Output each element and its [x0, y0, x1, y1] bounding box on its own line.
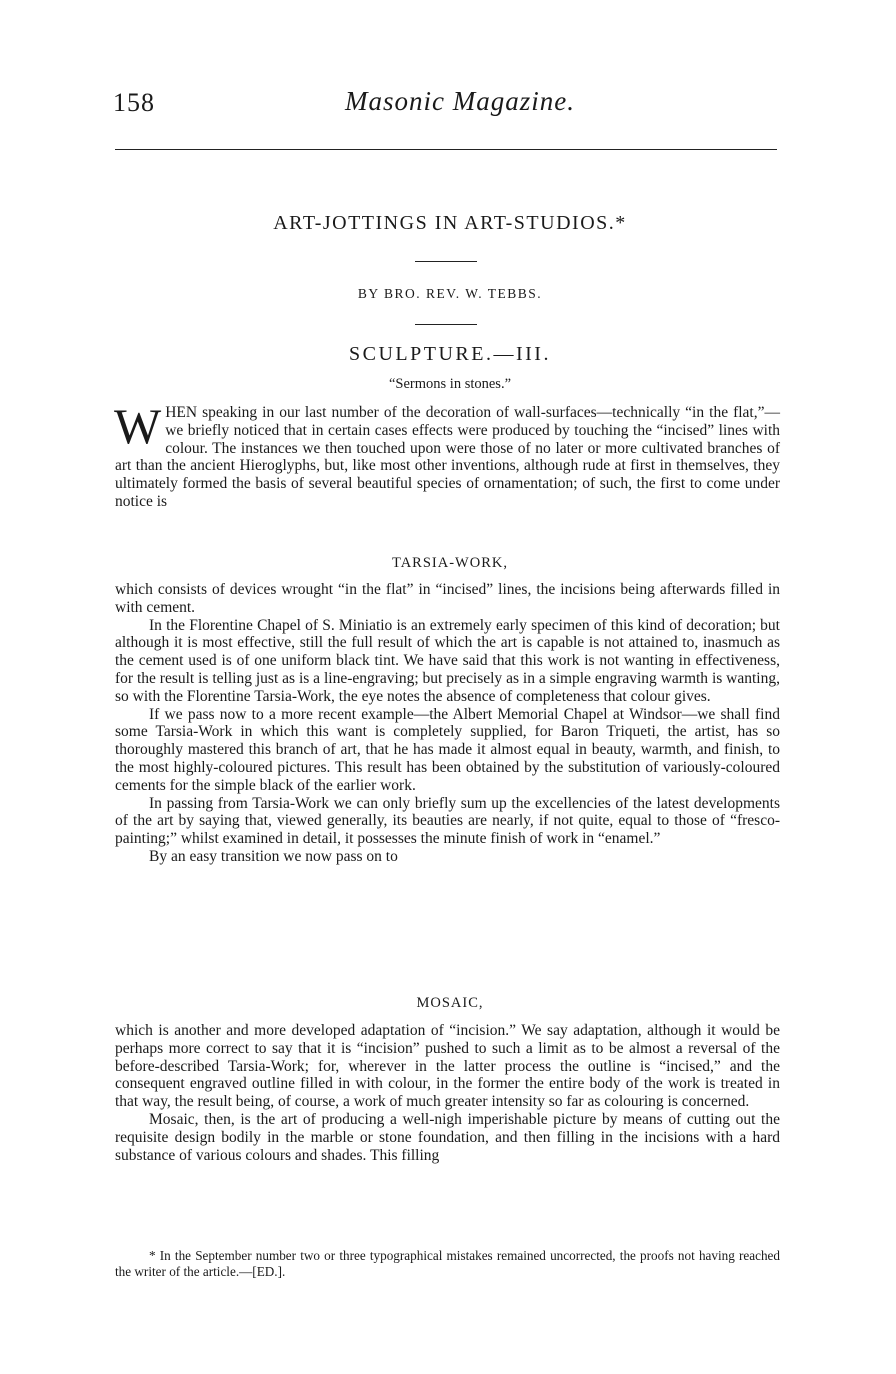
footnote: [115, 1248, 780, 1279]
title-divider: [415, 261, 477, 262]
drop-cap: W: [114, 398, 162, 454]
section-heading: SCULPTURE.—III.: [349, 343, 551, 365]
paragraph-8: Mosaic, then, is the art of producing a well-nigh imperishable picture by means of cutting out the requisite design bodily in the marble or stone foundation, and then filling in the incisions with a hard substance of various colours and shades. This filling: [115, 1110, 780, 1164]
page-number: 158: [113, 88, 155, 117]
text-block-1: [114, 398, 780, 511]
paragraph-1: [114, 398, 780, 511]
article-title: ART-JOTTINGS IN ART-STUDIOS.*: [273, 212, 627, 234]
subheading-tarsia-work: TARSIA-WORK,: [392, 555, 508, 571]
epigraph: “Sermons in stones.”: [388, 376, 512, 392]
paragraph-2: which consists of devices wrought “in the flat” in “incised” lines, the incisions being afterwards filled in with cement.: [115, 581, 780, 616]
paragraph-3: In the Florentine Chapel of S. Miniatio is an extremely early specimen of this kind of decoration; but although it is most effective, still the full result of which the art is capable is not attained to, inasmuch as the cement used is of one uniform black tint. We have said that this work is not wanting in effectiveness, for the result is telling just as is a line-engraving; but precisely as in a simple engraving warmth is wanting, so with the Florentine Tarsia-Work, the eye notes the absence of completeness that colour gives.: [115, 616, 780, 705]
paragraph-7: which is another and more developed adaptation of “incision.” We say adaptation, although it would be perhaps more correct to say that it is “incision” pushed to such a limit as to be almost a reversal of the before-described Tarsia-Work; for, wherever in the latter process the outline is “incised,” and the consequent engraved outline filled in with colour, in the former the entire body of the work is treated in that way, the result being, of course, a work of much greater intensity so far as colouring is concerned.: [115, 1022, 780, 1111]
header-rule: [115, 149, 777, 150]
paragraph-1-text: HEN speaking in our last number of the decoration of wall-surfaces—technically “in the flat,”—we briefly noticed that in certain cases effects were produced by touching the “incised” lines with colour. The instances we then touched upon were those of no later or more cultivated branches of art than the ancient Hieroglyphs, but, like most other inventions, although rude at first in themselves, they ultimately formed the basis of several beautiful species of ornamentation; of such, the first to come under notice is: [115, 404, 780, 510]
subheading-mosaic: MOSAIC,: [416, 995, 484, 1011]
text-block-3: [115, 1022, 780, 1164]
byline-divider: [415, 324, 477, 325]
paragraph-6: By an easy transition we now pass on to: [149, 847, 398, 865]
paragraph-4: If we pass now to a more recent example—the Albert Memorial Chapel at Windsor—we shall find some Tarsia-Work in which this want is completely supplied, for Baron Triqueti, the artist, has so thoroughly mastered this branch of art, that he has made it almost equal in beauty, warmth, and finish, to the most highly-coloured pictures. This result has been obtained by the substitution of variously-coloured cements for the simple black of the earlier work.: [115, 705, 780, 794]
text-block-2: [115, 581, 780, 866]
paragraph-5: In passing from Tarsia-Work we can only briefly sum up the excellencies of the latest developments of the art by saying that, viewed generally, its beauties are nearly, if not quite, equal to those of “fresco-painting;” whilst examined in detail, it possesses the minute finish of work in “enamel.”: [115, 794, 780, 848]
article-byline: BY BRO. REV. W. TEBBS.: [357, 286, 543, 301]
footnote-text: * In the September number two or three typographical mistakes remained uncorrected, the proofs not having reached the writer of the article.—[ED.].: [115, 1248, 780, 1279]
running-title: Masonic Magazine.: [345, 86, 575, 116]
